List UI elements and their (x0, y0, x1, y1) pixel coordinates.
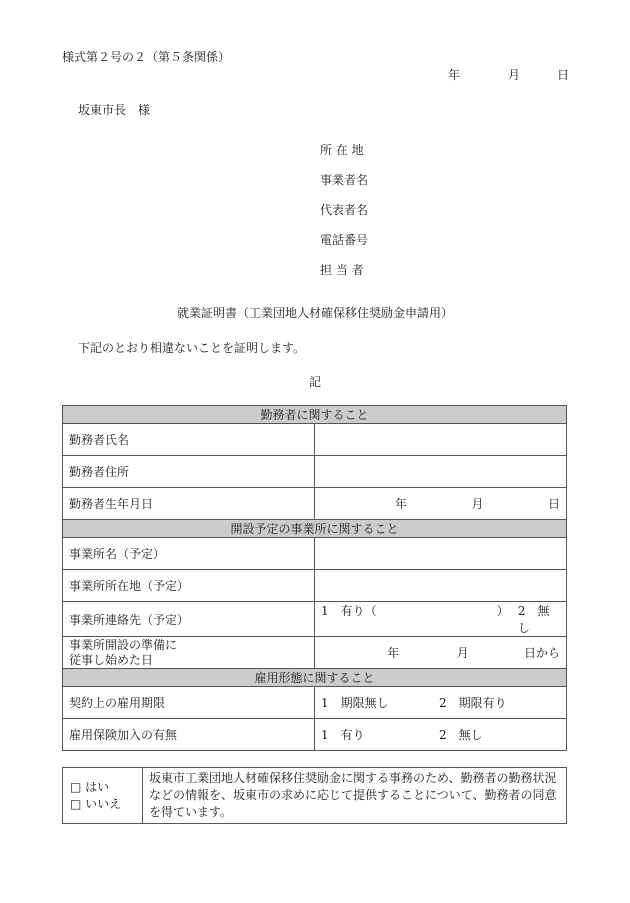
birth-month-label: 月 (471, 497, 484, 511)
birth-day-label: 日 (548, 497, 561, 511)
worker-birth-value[interactable] (315, 488, 567, 520)
office-name-label: 事業所名（予定） (63, 538, 315, 570)
section-employment: 雇用形態に関すること (63, 669, 567, 687)
office-name-value[interactable] (315, 538, 567, 570)
field-address: 所 在 地 (320, 143, 364, 157)
insurance-label: 雇用保険加入の有無 (63, 719, 315, 751)
field-person-in-charge: 担 当 者 (320, 263, 364, 277)
statement: 下記のとおり相違ないことを証明します。 (78, 341, 306, 355)
addressee: 坂東市長 様 (78, 103, 151, 117)
consent-text: 坂東市工業団地人材確保移住奨励金に関する事務のため、勤務者の勤務状況などの情報を、坂東市の求めに応じて提供することについて、勤務者の同意を得ています。 (143, 768, 567, 824)
prep-year-label: 年 (387, 646, 400, 660)
insurance-value[interactable] (315, 719, 567, 751)
form-number: 様式第２号の２（第５条関係） (62, 50, 231, 64)
prep-start-label-line1: 事業所開設の準備に (69, 637, 178, 652)
insurance-option-yes: 1 有り (321, 728, 365, 742)
worker-name-value[interactable] (315, 424, 567, 456)
field-phone: 電話番号 (320, 233, 369, 247)
contract-term-value[interactable] (315, 687, 567, 719)
worker-address-label: 勤務者住所 (63, 456, 315, 488)
insurance-option-no: 2 無し (439, 728, 483, 742)
ki-heading: 記 (308, 375, 321, 389)
contract-option-none: 1 期限無し (321, 696, 389, 710)
office-contact-value[interactable] (315, 602, 567, 637)
prep-start-value[interactable] (315, 637, 567, 669)
birth-year-label: 年 (395, 497, 408, 511)
prep-start-label (63, 637, 315, 669)
office-location-label: 事業所所在地（予定） (63, 570, 315, 602)
consent-checkboxes (63, 768, 143, 824)
prep-month-label: 月 (456, 646, 469, 660)
contact-option-yes: 1 有り（ (321, 604, 377, 618)
prep-start-label-line2: 従事し始めた日 (69, 652, 154, 667)
document-title: 就業証明書（工業団地人材確保移住奨励金申請用） (176, 306, 453, 320)
section-worker: 勤務者に関すること (63, 406, 567, 424)
field-business-name: 事業者名 (320, 173, 369, 187)
certificate-table (62, 405, 567, 751)
consent-yes-checkbox[interactable]: □ はい (70, 779, 110, 794)
office-contact-label: 事業所連絡先（予定） (63, 602, 315, 637)
office-location-value[interactable] (315, 570, 567, 602)
date-month-label: 月 (508, 68, 521, 82)
worker-birth-label: 勤務者生年月日 (63, 488, 315, 520)
section-office: 開設予定の事業所に関すること (63, 520, 567, 538)
consent-table (62, 767, 567, 824)
date-day-label: 日 (557, 68, 570, 82)
date-year-label: 年 (448, 68, 461, 82)
contact-option-no: 2 無し (517, 604, 550, 635)
contract-term-label: 契約上の雇用期限 (63, 687, 315, 719)
field-representative: 代表者名 (320, 203, 369, 217)
consent-no-checkbox[interactable]: □ いいえ (70, 796, 122, 811)
contract-option-fixed: 2 期限有り (439, 696, 507, 710)
prep-day-from-label: 日から (523, 646, 560, 660)
contact-close-paren: ） (496, 604, 509, 618)
worker-address-value[interactable] (315, 456, 567, 488)
worker-name-label: 勤務者氏名 (63, 424, 315, 456)
